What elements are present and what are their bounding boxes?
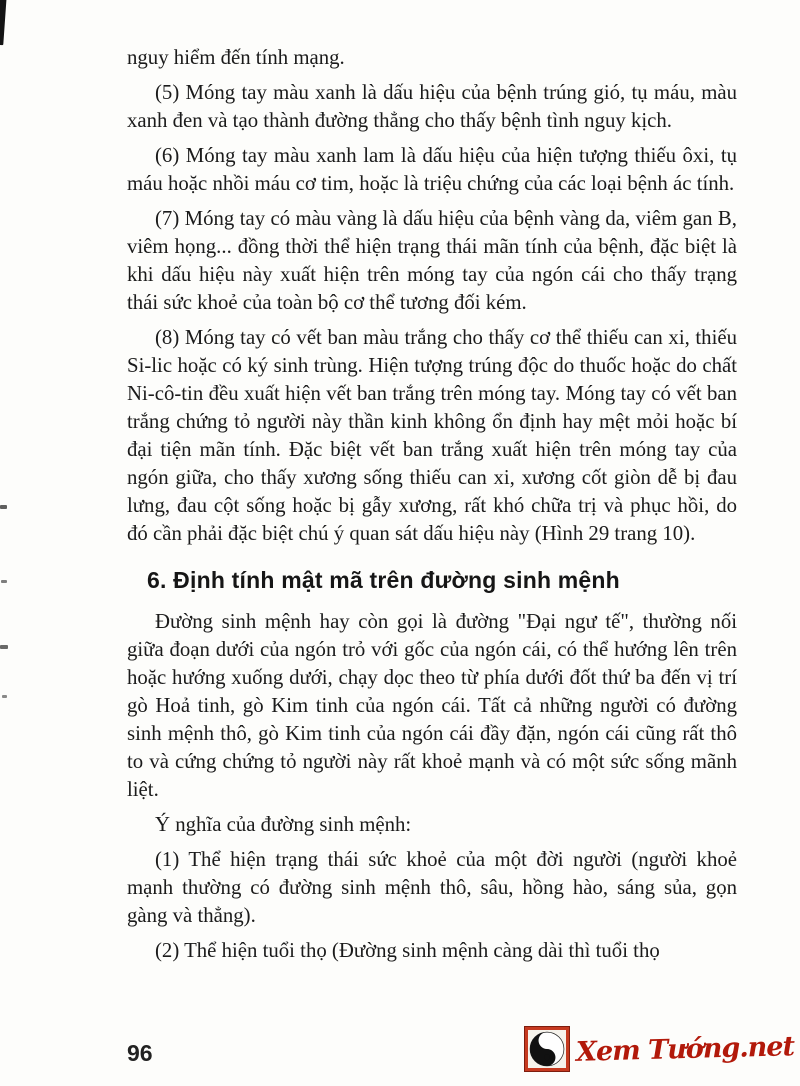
paragraph-7: (7) Móng tay có màu vàng là dấu hiệu của bệnh vàng da, viêm gan B, viêm họng... đồng thời thể hiện trạng thái mãn tính của bệnh, đặc biệt là khi dấu hiệu này xuất hiện trên móng tay của ngón cái cho thấy trạng thái sức khoẻ của toàn bộ cơ thể tương đối kém. <box>127 207 737 314</box>
watermark <box>524 1026 794 1072</box>
watermark-text: Xem Tướng.net <box>575 1030 795 1068</box>
section-paragraph-3: (1) Thể hiện trạng thái sức khoẻ của một đời người (người khoẻ mạnh thường có đường sinh mệnh thô, sâu, hồng hào, sáng sủa, gọn gàng và thẳng). <box>127 848 737 927</box>
page-number: 96 <box>127 1040 153 1066</box>
scan-artifact-speck <box>2 695 7 698</box>
page-text-block <box>127 44 737 972</box>
section-heading: 6. Định tính mật mã trên đường sinh mệnh <box>147 567 620 593</box>
continuation-line: nguy hiểm đến tính mạng. <box>127 46 345 69</box>
section-paragraph-4: (2) Thể hiện tuổi thọ (Đường sinh mệnh càng dài thì tuổi thọ <box>155 939 660 962</box>
yin-yang-icon <box>524 1026 570 1072</box>
paragraph-8: (8) Móng tay có vết ban màu trắng cho thấy cơ thể thiếu can xi, thiếu Si-lic hoặc có ký sinh trùng. Hiện tượng trúng độc do thuốc hoặc do chất Ni-cô-tin đều xuất hiện vết ban trắng trên móng tay. Móng tay có vết ban trắng chứng tỏ người này thần kinh không ổn định hay mệt mỏi hoặc bí đại tiện mãn tính. Đặc biệt vết ban trắng xuất hiện trên móng tay của ngón giữa, cho thấy xương sống thiếu can xi, xương cốt giòn dễ bị đau lưng, đau cột sống hoặc bị gẫy xương, rất khó chữa trị và phục hồi, do đó cần phải đặc biệt chú ý quan sát dấu hiệu này (Hình 29 trang 10). <box>127 326 737 545</box>
paragraph-6: (6) Móng tay màu xanh lam là dấu hiệu của hiện tượng thiếu ôxi, tụ máu hoặc nhồi máu cơ tim, hoặc là triệu chứng của các loại bệnh ác tính. <box>127 144 737 195</box>
section-paragraph-2: Ý nghĩa của đường sinh mệnh: <box>155 813 412 836</box>
scan-artifact-corner <box>0 0 7 45</box>
scan-artifact-speck <box>0 645 8 649</box>
paragraph-5: (5) Móng tay màu xanh là dấu hiệu của bệnh trúng gió, tụ máu, màu xanh đen và tạo thành đường thẳng cho thấy bệnh tình nguy kịch. <box>127 81 737 132</box>
scan-artifact-speck <box>1 580 7 583</box>
section-paragraph-1: Đường sinh mệnh hay còn gọi là đường "Đại ngư tế", thường nối giữa đoạn dưới của ngón trỏ với gốc của ngón cái, có thể hướng lên trên hoặc hướng xuống dưới, chạy dọc theo từ phía dưới đốt thứ ba đến vị trí gò Hoả tinh, gò Kim tinh của ngón cái. Tất cả những người có đường sinh mệnh thô, gò Kim tinh của ngón cái đầy đặn, ngón cái cũng rất thô to và cứng chứng tỏ người này rất khoẻ mạnh và có một sức sống mãnh liệt. <box>127 610 737 801</box>
scan-artifact-speck <box>0 505 7 509</box>
